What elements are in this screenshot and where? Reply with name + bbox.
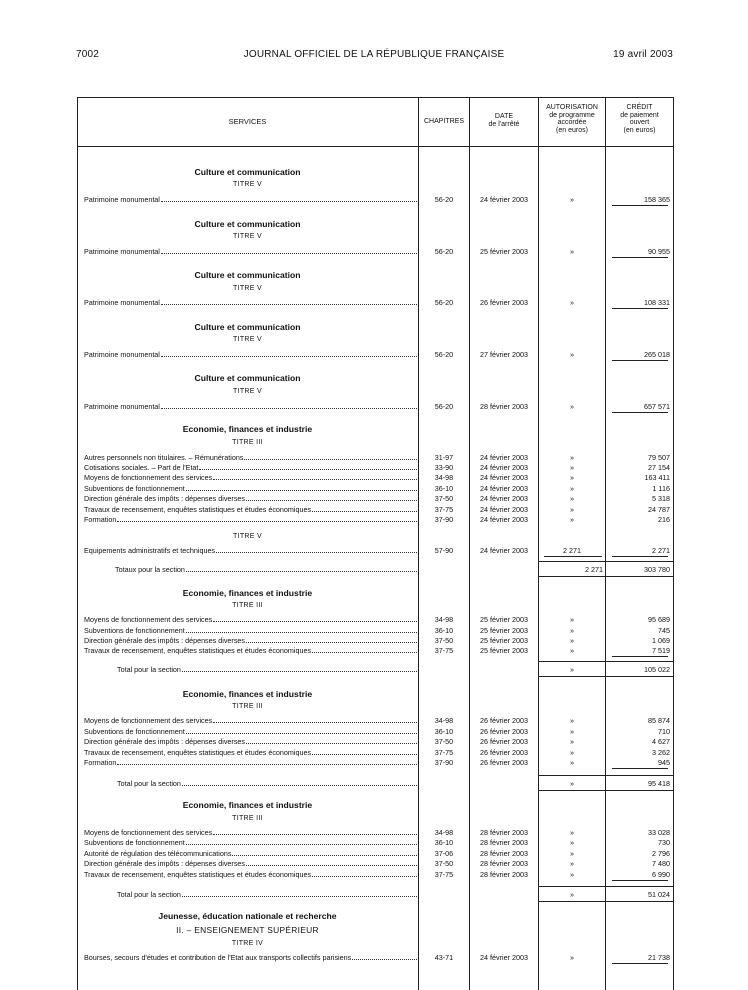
date-cell: 25 février 2003 — [480, 615, 528, 624]
chapitre-cell: 43-71 — [434, 953, 454, 962]
chapitre-cell: 37-75 — [434, 505, 454, 514]
titre-heading: TITRE III — [232, 439, 263, 446]
row-label — [84, 646, 418, 655]
autorisation-cell: 2 271 — [563, 546, 581, 555]
autorisation-cell: » — [570, 247, 574, 256]
leader-dots — [186, 565, 417, 572]
chapitre-cell: 34-98 — [434, 615, 454, 624]
total-credit-cell: 105 022 — [644, 665, 670, 674]
chapitre-cell: 31-97 — [434, 453, 454, 462]
row-label — [84, 748, 418, 757]
credit-cell: 710 — [658, 727, 670, 736]
row-label-text: Moyens de fonctionnement des services — [84, 716, 213, 725]
leader-dots — [244, 453, 417, 460]
leader-dots — [352, 953, 417, 960]
row-label — [84, 758, 418, 767]
row-label — [84, 870, 418, 879]
ministry-heading: Culture et communication — [194, 322, 301, 332]
chapitre-cell: 37-90 — [434, 758, 454, 767]
leader-dots — [246, 737, 417, 744]
col-header-credit: CRÉDIT de paiement ouvert (en euros) — [620, 104, 659, 134]
titre-heading: TITRE V — [233, 181, 262, 188]
row-label-text: Direction générale des impôts : dépenses diverses — [84, 494, 246, 503]
chapitre-cell: 37-90 — [434, 515, 454, 524]
ministry-heading: Culture et communication — [194, 219, 301, 229]
date-cell: 24 février 2003 — [480, 453, 528, 462]
autorisation-cell: » — [570, 758, 574, 767]
row-label-text: Patrimoine monumental — [84, 247, 160, 256]
leader-dots — [312, 870, 417, 877]
chapitre-cell: 34-98 — [434, 473, 454, 482]
leader-dots — [213, 473, 417, 480]
autorisation-cell: » — [570, 505, 574, 514]
row-label — [84, 838, 418, 847]
chapitre-cell: 37-06 — [434, 849, 454, 858]
row-label-text: Cotisations sociales. – Part de l'Etat — [84, 463, 199, 472]
autorisation-cell: » — [570, 838, 574, 847]
credit-cell: 657 571 — [644, 402, 670, 411]
autorisation-cell: » — [570, 484, 574, 493]
credit-cell: 1 069 — [652, 636, 670, 645]
credit-underline — [612, 556, 668, 557]
credit-cell: 4 627 — [652, 737, 670, 746]
ministry-heading: Jeunesse, éducation nationale et recherche — [158, 911, 337, 921]
leader-dots — [161, 402, 417, 409]
date-cell: 26 février 2003 — [480, 758, 528, 767]
titre-heading: TITRE IV — [231, 940, 264, 947]
row-label-text: Formation — [84, 758, 117, 767]
row-label — [84, 636, 418, 645]
table-right-border — [673, 97, 674, 990]
credit-cell: 216 — [658, 515, 670, 524]
row-label-text: Subventions de fonctionnement — [84, 727, 185, 736]
row-label — [84, 515, 418, 524]
ministry-heading: Economie, finances et industrie — [182, 689, 313, 699]
row-label-text: Bourses, secours d'études et contribution de l'Etat aux transports collectifs parisiens — [84, 953, 352, 962]
date-cell: 25 février 2003 — [480, 636, 528, 645]
ministry-heading: Economie, finances et industrie — [182, 424, 313, 434]
total-label — [117, 665, 418, 674]
total-label-text: Total pour la section — [117, 779, 181, 788]
leader-dots — [186, 838, 417, 845]
leader-dots — [213, 716, 417, 723]
autorisation-cell: » — [570, 350, 574, 359]
leader-dots — [182, 890, 417, 897]
titre-heading: TITRE III — [232, 703, 263, 710]
autorisation-cell: » — [570, 195, 574, 204]
row-label — [84, 484, 418, 493]
autorisation-cell: » — [570, 737, 574, 746]
col-header-services: SERVICES — [228, 117, 267, 126]
titre-heading: TITRE V — [233, 285, 262, 292]
date-cell: 27 février 2003 — [480, 350, 528, 359]
chapitre-cell: 37-75 — [434, 870, 454, 879]
ministry-heading: Culture et communication — [194, 167, 301, 177]
date-cell: 26 février 2003 — [480, 748, 528, 757]
row-label — [84, 615, 418, 624]
total-label-text: Total pour la section — [117, 665, 181, 674]
total-label — [115, 565, 418, 574]
row-label — [84, 473, 418, 482]
date-cell: 24 février 2003 — [480, 953, 528, 962]
total-autorisation-cell: 2 271 — [585, 565, 603, 574]
leader-dots — [213, 828, 417, 835]
credit-cell: 95 689 — [648, 615, 670, 624]
total-label-text: Totaux pour la section — [115, 565, 185, 574]
leader-dots — [199, 463, 417, 470]
row-label — [84, 727, 418, 736]
row-label — [84, 859, 418, 868]
row-label-text: Moyens de fonctionnement des services — [84, 473, 213, 482]
date-cell: 28 février 2003 — [480, 859, 528, 868]
total-bottom-rule — [539, 676, 673, 677]
date-cell: 26 février 2003 — [480, 737, 528, 746]
ministry-heading: Culture et communication — [194, 373, 301, 383]
table-top-border — [77, 97, 674, 98]
credit-underline — [612, 768, 668, 769]
table-left-border — [77, 97, 78, 990]
date-cell: 24 février 2003 — [480, 484, 528, 493]
credit-cell: 7 519 — [652, 646, 670, 655]
autorisation-cell: » — [570, 463, 574, 472]
credit-cell: 163 411 — [644, 473, 670, 482]
chapitre-cell: 37-50 — [434, 859, 454, 868]
leader-dots — [232, 849, 417, 856]
autorisation-cell: » — [570, 953, 574, 962]
chapitre-cell: 56-20 — [434, 195, 454, 204]
leader-dots — [161, 247, 417, 254]
chapitre-cell: 37-50 — [434, 494, 454, 503]
autorisation-cell: » — [570, 473, 574, 482]
row-label — [84, 247, 418, 256]
date-cell: 28 février 2003 — [480, 849, 528, 858]
row-label-text: Direction générale des impôts : dépenses diverses — [84, 859, 246, 868]
page-date: 19 avril 2003 — [613, 49, 673, 60]
row-label-text: Patrimoine monumental — [84, 298, 160, 307]
credit-underline — [612, 360, 668, 361]
chapitre-cell: 33-90 — [434, 463, 454, 472]
leader-dots — [161, 195, 417, 202]
credit-cell: 2 796 — [652, 849, 670, 858]
chapitre-cell: 37-50 — [434, 737, 454, 746]
autorisation-cell: » — [570, 849, 574, 858]
date-cell: 26 février 2003 — [480, 727, 528, 736]
leader-dots — [117, 758, 417, 765]
date-cell: 28 février 2003 — [480, 402, 528, 411]
credit-cell: 79 507 — [648, 453, 670, 462]
row-label — [84, 195, 418, 204]
autorisation-cell: » — [570, 716, 574, 725]
row-label-text: Travaux de recensement, enquêtes statistiques et études économiques — [84, 505, 312, 514]
row-label-text: Direction générale des impôts : dépenses diverses — [84, 737, 246, 746]
autorisation-cell: » — [570, 727, 574, 736]
row-label — [84, 350, 418, 359]
chapitre-cell: 37-50 — [434, 636, 454, 645]
total-bottom-rule — [539, 790, 673, 791]
total-top-rule — [539, 886, 673, 887]
table-header-bottom-border — [77, 146, 674, 147]
row-label-text: Subventions de fonctionnement — [84, 626, 185, 635]
leader-dots — [186, 484, 417, 491]
leader-dots — [312, 505, 417, 512]
row-label-text: Patrimoine monumental — [84, 195, 160, 204]
credit-cell: 108 331 — [644, 298, 670, 307]
credit-cell: 2 271 — [652, 546, 670, 555]
chapitre-cell: 37-75 — [434, 646, 454, 655]
date-cell: 25 février 2003 — [480, 247, 528, 256]
titre-heading: TITRE V — [233, 388, 262, 395]
autorisation-cell: » — [570, 402, 574, 411]
credit-cell: 730 — [658, 838, 670, 847]
row-label-text: Travaux de recensement, enquêtes statistiques et études économiques — [84, 870, 312, 879]
col-header-autorisation: AUTORISATION de programme accordée (en euros) — [546, 104, 598, 134]
autorisation-cell: » — [570, 453, 574, 462]
total-credit-cell: 95 418 — [648, 779, 670, 788]
credit-cell: 24 787 — [648, 505, 670, 514]
row-label-text: Autres personnels non titulaires. – Rémunérations — [84, 453, 244, 462]
credit-underline — [612, 308, 668, 309]
autorisation-cell: » — [570, 870, 574, 879]
leader-dots — [246, 494, 417, 501]
leader-dots — [216, 546, 417, 553]
date-cell: 26 février 2003 — [480, 298, 528, 307]
row-label — [84, 953, 418, 962]
row-label — [84, 494, 418, 503]
journal-title: JOURNAL OFFICIEL DE LA RÉPUBLIQUE FRANÇAISE — [243, 49, 505, 60]
titre-heading: TITRE III — [232, 602, 263, 609]
autorisation-cell: » — [570, 859, 574, 868]
leader-dots — [312, 748, 417, 755]
total-bottom-rule — [539, 576, 673, 577]
chapitre-cell: 36-10 — [434, 484, 454, 493]
credit-underline — [612, 257, 668, 258]
total-autorisation-cell: » — [570, 779, 574, 788]
autorisation-underline — [544, 556, 602, 557]
credit-cell: 265 018 — [644, 350, 670, 359]
autorisation-cell: » — [570, 615, 574, 624]
ministry-heading: Economie, finances et industrie — [182, 588, 313, 598]
date-cell: 25 février 2003 — [480, 626, 528, 635]
row-label-text: Equipements administratifs et techniques — [84, 546, 216, 555]
date-cell: 28 février 2003 — [480, 828, 528, 837]
credit-underline — [612, 205, 668, 206]
credit-cell: 33 028 — [648, 828, 670, 837]
total-top-rule — [539, 661, 673, 662]
chapitre-cell: 56-20 — [434, 247, 454, 256]
credit-cell: 945 — [658, 758, 670, 767]
row-label — [84, 298, 418, 307]
chapitre-cell: 56-20 — [434, 350, 454, 359]
titre-heading: TITRE V — [233, 533, 262, 540]
leader-dots — [117, 515, 417, 522]
autorisation-cell: » — [570, 626, 574, 635]
col-header-chapitres: CHAPITRES — [423, 118, 465, 125]
total-credit-cell: 303 780 — [644, 565, 670, 574]
page-number: 7002 — [76, 49, 100, 60]
date-cell: 24 février 2003 — [480, 505, 528, 514]
autorisation-cell: » — [570, 298, 574, 307]
credit-underline — [612, 656, 668, 657]
row-label-text: Direction générale des impôts : dépenses diverses — [84, 636, 246, 645]
date-cell: 25 février 2003 — [480, 646, 528, 655]
total-label — [117, 779, 418, 788]
row-label — [84, 716, 418, 725]
credit-underline — [612, 412, 668, 413]
row-label-text: Moyens de fonctionnement des services — [84, 828, 213, 837]
credit-cell: 158 365 — [644, 195, 670, 204]
total-bottom-rule — [539, 901, 673, 902]
credit-cell: 21 738 — [648, 953, 670, 962]
ministry-heading: Culture et communication — [194, 270, 301, 280]
chapitre-cell: 34-98 — [434, 828, 454, 837]
row-label — [84, 463, 418, 472]
chapitre-cell: 36-10 — [434, 838, 454, 847]
credit-cell: 85 874 — [648, 716, 670, 725]
date-cell: 24 février 2003 — [480, 195, 528, 204]
credit-cell: 745 — [658, 626, 670, 635]
total-label — [117, 890, 418, 899]
row-label — [84, 737, 418, 746]
row-label-text: Formation — [84, 515, 117, 524]
date-cell: 24 février 2003 — [480, 546, 528, 555]
row-label — [84, 828, 418, 837]
date-cell: 28 février 2003 — [480, 870, 528, 879]
chapitre-cell: 57-90 — [434, 546, 454, 555]
credit-underline — [612, 963, 668, 964]
date-cell: 24 février 2003 — [480, 473, 528, 482]
leader-dots — [213, 615, 417, 622]
row-label — [84, 626, 418, 635]
date-cell: 28 février 2003 — [480, 838, 528, 847]
credit-cell: 7 480 — [652, 859, 670, 868]
subsection-heading: II. – ENSEIGNEMENT SUPÉRIEUR — [176, 925, 319, 935]
ministry-heading: Economie, finances et industrie — [182, 800, 313, 810]
total-autorisation-cell: » — [570, 665, 574, 674]
chapitre-cell: 36-10 — [434, 626, 454, 635]
total-top-rule — [539, 561, 673, 562]
row-label-text: Subventions de fonctionnement — [84, 838, 185, 847]
row-label — [84, 546, 418, 555]
credit-cell: 6 990 — [652, 870, 670, 879]
autorisation-cell: » — [570, 748, 574, 757]
autorisation-cell: » — [570, 515, 574, 524]
credit-cell: 5 318 — [652, 494, 670, 503]
date-cell: 24 février 2003 — [480, 515, 528, 524]
leader-dots — [246, 859, 417, 866]
leader-dots — [182, 665, 417, 672]
total-credit-cell: 51 024 — [648, 890, 670, 899]
row-label — [84, 849, 418, 858]
row-label-text: Subventions de fonctionnement — [84, 484, 185, 493]
leader-dots — [161, 350, 417, 357]
titre-heading: TITRE V — [233, 336, 262, 343]
leader-dots — [186, 727, 417, 734]
row-label — [84, 402, 418, 411]
autorisation-cell: » — [570, 494, 574, 503]
autorisation-cell: » — [570, 828, 574, 837]
row-label-text: Travaux de recensement, enquêtes statistiques et études économiques — [84, 646, 312, 655]
col-header-date: DATE de l'arrêté — [488, 113, 520, 128]
credit-cell: 1 116 — [652, 484, 670, 493]
leader-dots — [182, 779, 417, 786]
row-label-text: Travaux de recensement, enquêtes statistiques et études économiques — [84, 748, 312, 757]
leader-dots — [312, 646, 417, 653]
row-label-text: Moyens de fonctionnement des services — [84, 615, 213, 624]
total-top-rule — [539, 775, 673, 776]
autorisation-cell: » — [570, 636, 574, 645]
credit-cell: 27 154 — [648, 463, 670, 472]
credit-cell: 90 955 — [648, 247, 670, 256]
credit-underline — [612, 880, 668, 881]
leader-dots — [161, 298, 417, 305]
leader-dots — [186, 626, 417, 633]
row-label-text: Patrimoine monumental — [84, 402, 160, 411]
row-label — [84, 505, 418, 514]
row-label-text: Patrimoine monumental — [84, 350, 160, 359]
chapitre-cell: 34-98 — [434, 716, 454, 725]
chapitre-cell: 56-20 — [434, 298, 454, 307]
credit-cell: 3 262 — [652, 748, 670, 757]
row-label — [84, 453, 418, 462]
chapitre-cell: 36-10 — [434, 727, 454, 736]
autorisation-cell: » — [570, 646, 574, 655]
date-cell: 24 février 2003 — [480, 494, 528, 503]
titre-heading: TITRE III — [232, 815, 263, 822]
date-cell: 26 février 2003 — [480, 716, 528, 725]
row-label-text: Autorité de régulation des télécommunications — [84, 849, 232, 858]
total-autorisation-cell: » — [570, 890, 574, 899]
date-cell: 24 février 2003 — [480, 463, 528, 472]
titre-heading: TITRE V — [233, 233, 262, 240]
total-label-text: Total pour la section — [117, 890, 181, 899]
chapitre-cell: 56-20 — [434, 402, 454, 411]
chapitre-cell: 37-75 — [434, 748, 454, 757]
leader-dots — [246, 636, 417, 643]
